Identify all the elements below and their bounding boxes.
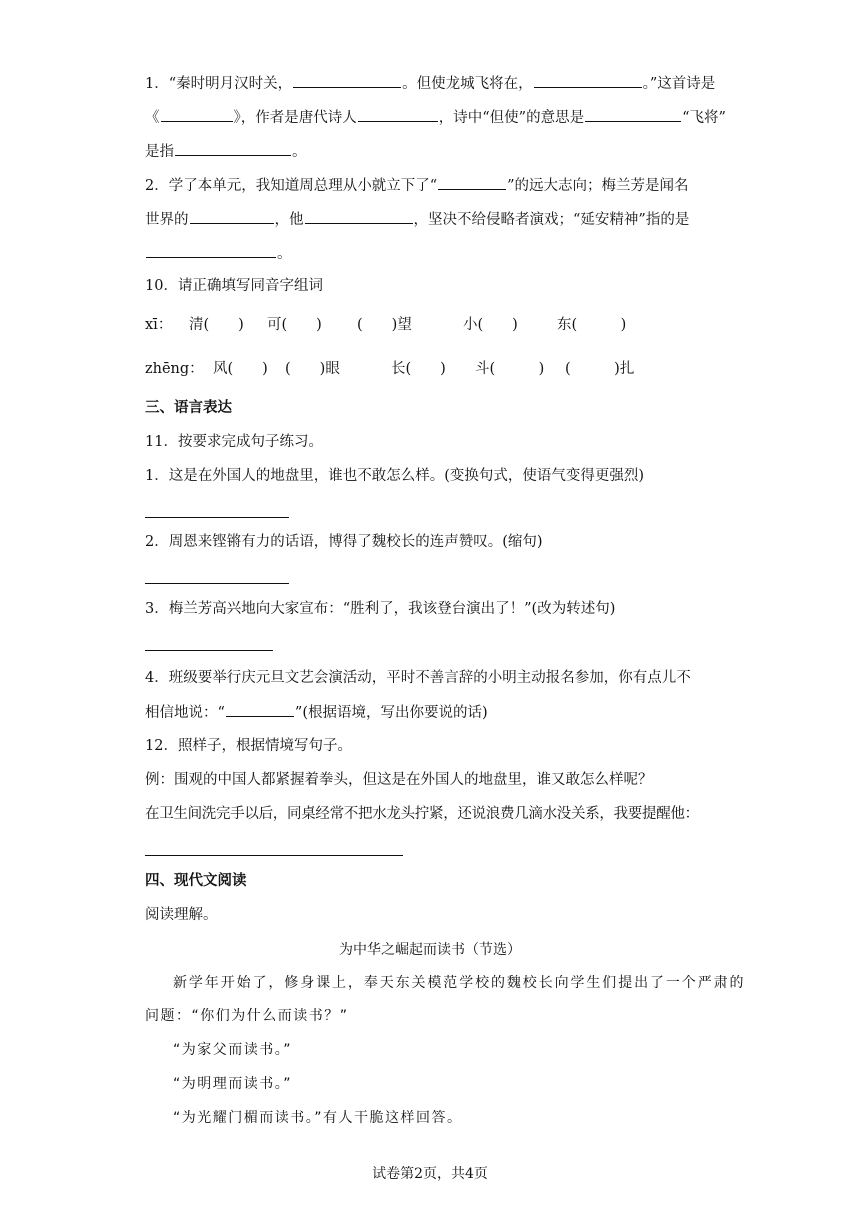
q11-item-1: 1．这是在外国人的地盘里，谁也不敢怎么样。(变换句式，使语气变得更强烈) xyxy=(145,468,645,484)
word-blank[interactable]: ( )扎 xyxy=(565,361,635,377)
blank[interactable] xyxy=(175,141,291,156)
q11-item-4a: 4．班级要举行庆元旦文艺会演活动，平时不善言辞的小明主动报名参加，你有点儿不 xyxy=(145,670,691,686)
q2-line1: 2．学了本单元，我知道周总理从小就立下了“ ”的远大志向；梅兰芳是闻名 xyxy=(145,175,725,196)
blank[interactable] xyxy=(534,73,642,88)
word-blank[interactable]: ( )眼 xyxy=(285,361,340,377)
pinyin-label: xī： xyxy=(145,317,173,333)
q1-line2: 《 》，作者是唐代诗人 ，诗中“但使”的意思是 “飞将” xyxy=(145,107,725,128)
answer-line[interactable] xyxy=(145,517,289,518)
q1-line3: 是指 。 xyxy=(145,141,725,162)
page-footer: 试卷第2页，共4页 xyxy=(372,1166,488,1182)
passage-paragraph: 问题：“你们为什么而读书？” xyxy=(145,1008,349,1024)
section-title: 三、语言表达 xyxy=(145,399,232,416)
answer-line[interactable] xyxy=(145,583,289,584)
word-blank[interactable]: 小( ) xyxy=(463,317,518,333)
blank[interactable] xyxy=(226,702,294,717)
passage-paragraph: “为明理而读书。” xyxy=(173,1076,293,1092)
passage-paragraph: “为光耀门楣而读书。”有人干脆这样回答。 xyxy=(173,1110,463,1126)
q2-line2: 世界的 ，他 ，坚决不给侵略者演戏；“延安精神”指的是 xyxy=(145,209,725,230)
word-blank[interactable]: 斗( ) xyxy=(475,361,545,377)
word-blank[interactable]: 清( ) xyxy=(189,317,244,333)
passage-title: 为中华之崛起而读书（节选） xyxy=(339,942,521,958)
q12-example: 例：围观的中国人都紧握着拳头，但这是在外国人的地盘里，谁又敢怎么样呢？ xyxy=(145,772,653,788)
section-title: 四、现代文阅读 xyxy=(145,872,247,889)
q12-title: 12．照样子，根据情境写句子。 xyxy=(145,738,352,754)
answer-line[interactable] xyxy=(145,650,273,651)
pinyin-label: zhēng： xyxy=(145,361,204,377)
q1-line1: 1．“秦时明月汉时关， 。但使龙城飞将在， 。”这首诗是 xyxy=(145,73,725,94)
q10-title: 10．请正确填写同音字组词 xyxy=(145,278,323,294)
blank[interactable] xyxy=(190,209,274,224)
q11-item-2: 2．周恩来铿锵有力的话语，博得了魏校长的连声赞叹。(缩句) xyxy=(145,534,543,550)
blank[interactable] xyxy=(438,175,506,190)
q11-item-4b: 相信地说：“ ”(根据语境，写出你要说的话) xyxy=(145,702,725,723)
blank[interactable] xyxy=(161,107,233,122)
word-blank[interactable]: 长( ) xyxy=(391,361,446,377)
word-blank[interactable]: ( )望 xyxy=(357,317,412,333)
word-blank[interactable]: 可( ) xyxy=(267,317,322,333)
reading-instruction: 阅读理解。 xyxy=(145,907,218,923)
blank[interactable] xyxy=(293,73,401,88)
blank[interactable] xyxy=(146,243,276,258)
word-blank[interactable]: 风( ) xyxy=(213,361,268,377)
blank[interactable] xyxy=(585,107,681,122)
passage-paragraph: 新学年开始了，修身课上，奉天东关模范学校的魏校长向学生们提出了一个严肃的 xyxy=(173,975,746,991)
q12-prompt: 在卫生间洗完手以后，同桌经常不把水龙头拧紧，还说浪费几滴水没关系，我要提醒他： xyxy=(145,806,699,822)
q11-item-3: 3．梅兰芳高兴地向大家宣布：“胜利了，我该登台演出了！”(改为转述句) xyxy=(145,601,616,617)
answer-line[interactable] xyxy=(145,855,403,856)
word-blank[interactable]: 东( ) xyxy=(557,317,627,333)
q2-line3: 。 xyxy=(145,243,725,264)
blank[interactable] xyxy=(358,107,438,122)
blank[interactable] xyxy=(305,209,413,224)
passage-paragraph: “为家父而读书。” xyxy=(173,1042,293,1058)
q11-title: 11．按要求完成句子练习。 xyxy=(145,434,323,450)
